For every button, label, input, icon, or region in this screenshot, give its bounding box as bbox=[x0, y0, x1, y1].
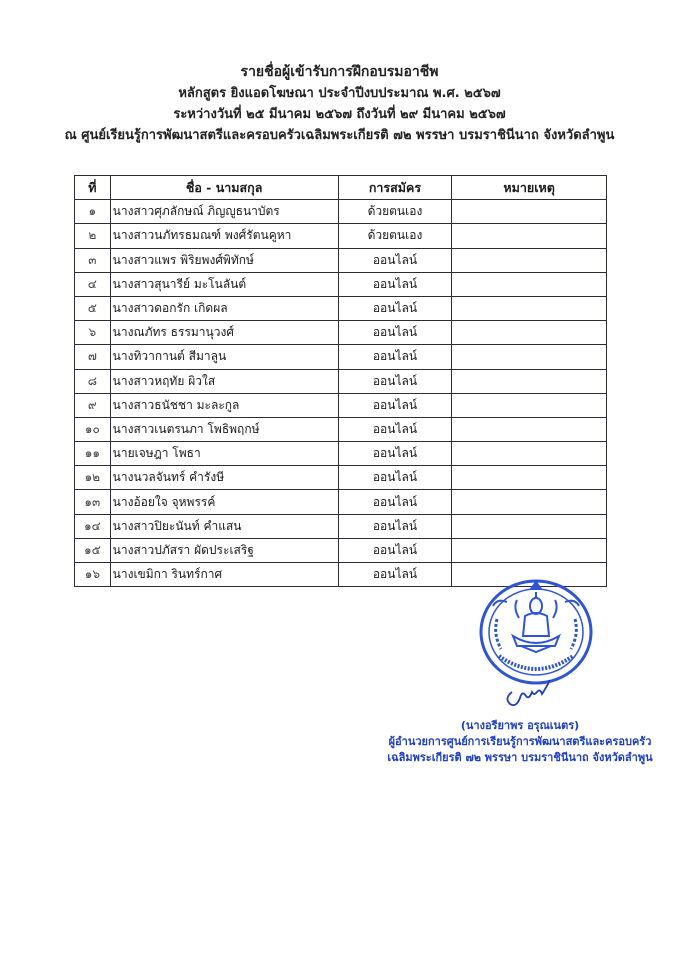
participant-name: นางสาวสุนารีย์ มะโนลันต์ bbox=[110, 272, 338, 296]
registration-type: ออนไลน์ bbox=[338, 248, 452, 272]
registration-type: ออนไลน์ bbox=[338, 490, 452, 514]
row-number: ๕ bbox=[75, 296, 111, 320]
participant-name: นางสาวปภัสรา ผัดประเสริฐ bbox=[110, 538, 338, 562]
remark-cell bbox=[452, 200, 607, 224]
remark-cell bbox=[452, 393, 607, 417]
participant-name: นางอ้อยใจ จุหพรรค์ bbox=[110, 490, 338, 514]
signature-block bbox=[380, 718, 660, 766]
participant-name: นางสาวเนตรนภา โพธิพฤกษ์ bbox=[110, 417, 338, 441]
registration-type: ออนไลน์ bbox=[338, 272, 452, 296]
registration-type: ออนไลน์ bbox=[338, 442, 452, 466]
table-row bbox=[75, 514, 607, 538]
table-row bbox=[75, 369, 607, 393]
registration-type: ออนไลน์ bbox=[338, 514, 452, 538]
table-row bbox=[75, 466, 607, 490]
table-row bbox=[75, 442, 607, 466]
remark-cell bbox=[452, 514, 607, 538]
registration-type: ออนไลน์ bbox=[338, 466, 452, 490]
registration-type: ออนไลน์ bbox=[338, 417, 452, 441]
row-number: ๘ bbox=[75, 369, 111, 393]
registration-type: ออนไลน์ bbox=[338, 369, 452, 393]
remark-cell bbox=[452, 417, 607, 441]
remark-cell bbox=[452, 321, 607, 345]
row-number: ๖ bbox=[75, 321, 111, 345]
table-row bbox=[75, 538, 607, 562]
table-row bbox=[75, 345, 607, 369]
document-header bbox=[0, 62, 679, 146]
participant-name: นางสาวนภัทรธมณฑ์ พงศ์รัตนคูหา bbox=[110, 224, 338, 248]
table-row bbox=[75, 200, 607, 224]
col-header-name: ชื่อ - นามสกุล bbox=[110, 176, 338, 200]
table-row bbox=[75, 417, 607, 441]
remark-cell bbox=[452, 248, 607, 272]
participant-name: นางณภัทร ธรรมานุวงศ์ bbox=[110, 321, 338, 345]
remark-cell bbox=[452, 224, 607, 248]
row-number: ๒ bbox=[75, 224, 111, 248]
table-body bbox=[75, 200, 607, 587]
remark-cell bbox=[452, 369, 607, 393]
registration-type: ออนไลน์ bbox=[338, 345, 452, 369]
course-line: หลักสูตร ยิงแอดโฆษณา ประจำปีงบประมาณ พ.ศ. ๒๕๖๗ bbox=[178, 86, 501, 101]
row-number: ๔ bbox=[75, 272, 111, 296]
registration-type: ด้วยตนเอง bbox=[338, 224, 452, 248]
remark-cell bbox=[452, 466, 607, 490]
row-number: ๑๑ bbox=[75, 442, 111, 466]
remark-cell bbox=[452, 272, 607, 296]
table-row bbox=[75, 490, 607, 514]
document-title: รายชื่อผู้เข้ารับการฝึกอบรมอาชีพ bbox=[240, 64, 439, 80]
signatory-position-1: ผู้อำนวยการศูนย์การเรียนรู้การพัฒนาสตรีและครอบครัว bbox=[388, 735, 652, 748]
table-row bbox=[75, 393, 607, 417]
registration-type: ออนไลน์ bbox=[338, 296, 452, 320]
registration-type: ออนไลน์ bbox=[338, 563, 452, 587]
table-row bbox=[75, 248, 607, 272]
table-row bbox=[75, 321, 607, 345]
official-seal-icon bbox=[477, 574, 595, 686]
row-number: ๗ bbox=[75, 345, 111, 369]
col-header-registration: การสมัคร bbox=[338, 176, 452, 200]
registration-type: ออนไลน์ bbox=[338, 321, 452, 345]
participant-table bbox=[74, 175, 607, 587]
row-number: ๑๒ bbox=[75, 466, 111, 490]
row-number: ๓ bbox=[75, 248, 111, 272]
registration-type: ด้วยตนเอง bbox=[338, 200, 452, 224]
row-number: ๙ bbox=[75, 393, 111, 417]
row-number: ๑๓ bbox=[75, 490, 111, 514]
row-number: ๑ bbox=[75, 200, 111, 224]
participant-name: นางสาวปิยะนันท์ คำแสน bbox=[110, 514, 338, 538]
dates-line: ระหว่างวันที่ ๒๕ มีนาคม ๒๕๖๗ ถึงวันที่ ๒๙ มีนาคม ๒๕๖๗ bbox=[173, 107, 506, 122]
col-header-no: ที่ bbox=[75, 176, 111, 200]
table-row bbox=[75, 272, 607, 296]
row-number: ๑๐ bbox=[75, 417, 111, 441]
participant-name: นางนวลจันทร์ คำรังษี bbox=[110, 466, 338, 490]
participant-name: นางสาวธนัชชา มะละกูล bbox=[110, 393, 338, 417]
participant-name: นางสาวหฤทัย ผิวใส bbox=[110, 369, 338, 393]
venue-line: ณ ศูนย์เรียนรู้การพัฒนาสตรีและครอบครัวเฉลิมพระเกียรติ ๗๒ พรรษา บรมราชินีนาถ จังหวัดลำพูน bbox=[64, 128, 615, 143]
participant-name: นางทิวากานต์ สีมาลูน bbox=[110, 345, 338, 369]
participant-name: นางสาวศุภลักษณ์ ภิญญูธนาบัตร bbox=[110, 200, 338, 224]
remark-cell bbox=[452, 442, 607, 466]
col-header-note: หมายเหตุ bbox=[452, 176, 607, 200]
remark-cell bbox=[452, 345, 607, 369]
registration-type: ออนไลน์ bbox=[338, 538, 452, 562]
row-number: ๑๖ bbox=[75, 563, 111, 587]
remark-cell bbox=[452, 296, 607, 320]
participant-name: นางเขมิกา รินทร์กาศ bbox=[110, 563, 338, 587]
signatory-position-2: เฉลิมพระเกียรติ ๗๒ พรรษา บรมราชินีนาถ จังหวัดลำพูน bbox=[387, 751, 653, 764]
remark-cell bbox=[452, 490, 607, 514]
registration-type: ออนไลน์ bbox=[338, 393, 452, 417]
remark-cell bbox=[452, 538, 607, 562]
participant-name: นางสาวแพร พิริยพงศ์พิทักษ์ bbox=[110, 248, 338, 272]
participant-name: นายเจษฎา โพธา bbox=[110, 442, 338, 466]
participant-name: นางสาวดอกรัก เกิดผล bbox=[110, 296, 338, 320]
table-row bbox=[75, 296, 607, 320]
row-number: ๑๔ bbox=[75, 514, 111, 538]
table-row bbox=[75, 224, 607, 248]
signature-mark bbox=[500, 680, 570, 710]
row-number: ๑๕ bbox=[75, 538, 111, 562]
table-header-row bbox=[75, 176, 607, 200]
signatory-name: (นางอรียาพร อรุณเนตร) bbox=[460, 719, 580, 732]
